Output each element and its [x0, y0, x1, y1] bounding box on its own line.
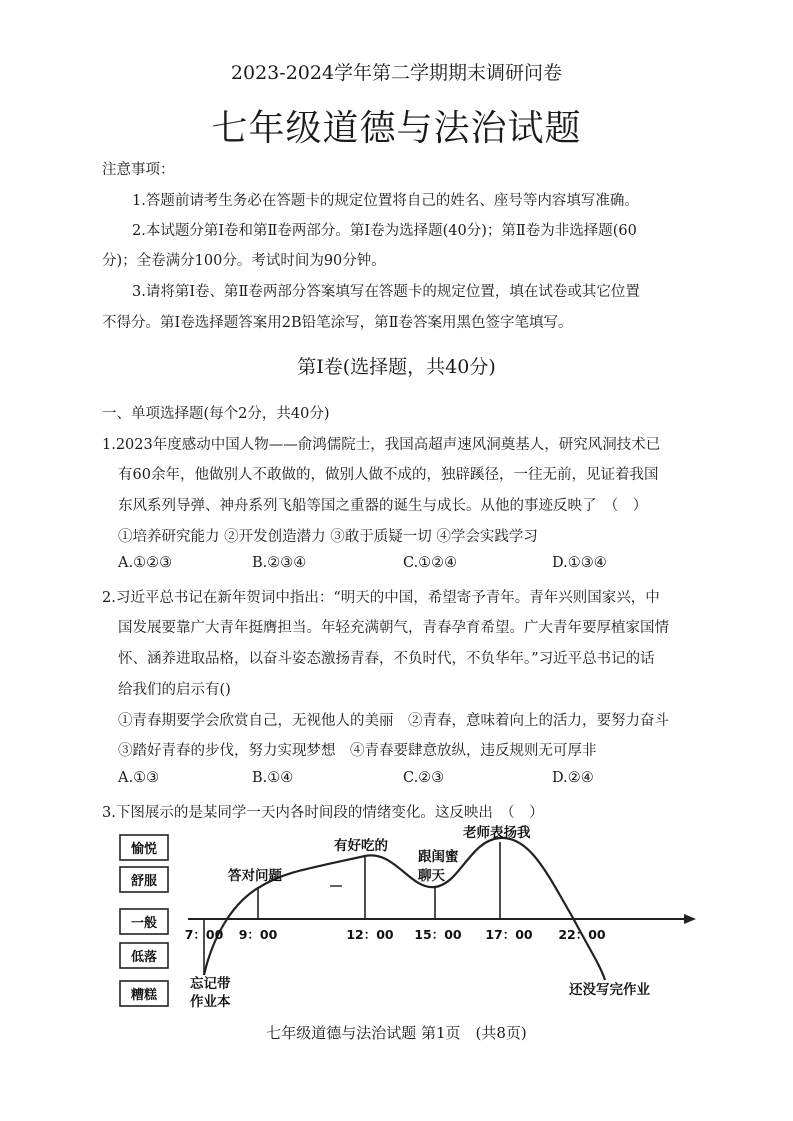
q2-option-d: D.②④: [552, 770, 594, 786]
notice-item-2-line2: 分)；全卷满分100分。考试时间为90分钟。: [102, 253, 386, 269]
notice-item-3-line1: 3.请将第Ⅰ卷、第Ⅱ卷两部分答案填写在答题卡的规定位置，填在试卷或其它位置: [132, 284, 640, 300]
x-axis-arrow: [684, 914, 696, 924]
q2-line1: 2.习近平总书记在新年贺词中指出：“明天的中国，希望寄予青年。青年兴则国家兴，中: [102, 590, 660, 606]
mood-level-3: 一般: [130, 916, 158, 931]
section-heading: 第Ⅰ卷(选择题，共40分): [297, 356, 496, 378]
q1-option-c: C.①②④: [403, 555, 458, 571]
notice-item-1: 1.答题前请考生务必在答题卡的规定位置将自己的姓名、座号等内容填写准确。: [132, 193, 639, 209]
q2-option-a: A.①③: [118, 770, 160, 786]
q1-option-a: A.①②③: [118, 555, 173, 571]
mood-level-5: 糟糕: [130, 988, 158, 1003]
annotation-forgot-homework-1: 忘记带: [190, 976, 231, 992]
exam-subtitle: 2023-2024学年第二学期期末调研问卷: [230, 62, 563, 84]
q1-line2: 有60余年，他做别人不敢做的，做别人做不成的，独辟蹊径，一往无前，见证着我国: [118, 467, 659, 483]
notice-label: 注意事项：: [102, 162, 175, 178]
q2-option-b: B.①④: [252, 770, 294, 786]
annotation-correct-answer: 答对问题: [228, 868, 282, 884]
q3-line1: 3.下图展示的是某同学一天内各时间段的情绪变化。这反映出 （ ）: [102, 805, 544, 821]
mood-level-1: 愉悦: [130, 842, 158, 857]
page-footer: 七年级道德与法治试题 第1页 (共8页): [266, 1024, 527, 1042]
q1-option-b: B.②③④: [252, 555, 307, 571]
q1-line1: 1.2023年度感动中国人物——俞鸿儒院士，我国高超声速风洞奠基人，研究风洞技术已: [102, 437, 661, 453]
time-label-12: 12：00: [346, 927, 394, 942]
annotation-chat-friend-1: 跟闺蜜: [418, 849, 459, 865]
mood-level-4: 低落: [130, 950, 158, 965]
q2-line3: 怀、涵养进取品格，以奋斗姿态激扬青春，不负时代，不负华年。”习近平总书记的话: [118, 651, 655, 667]
q2-line4: 给我们的启示有(): [118, 682, 231, 698]
annotation-forgot-homework-2: 作业本: [190, 994, 231, 1010]
q1-statements: ①培养研究能力 ②开发创造潜力 ③敢于质疑一切 ④学会实践学习: [118, 529, 538, 545]
time-label-17: 17：00: [485, 927, 533, 942]
q2-line2: 国发展要靠广大青年挺膺担当。年轻充满朝气，青春孕育希望。广大青年要厚植家国情: [118, 620, 669, 636]
mood-curve: [204, 838, 605, 980]
time-label-9: 9：00: [238, 927, 278, 942]
notice-item-3-line2: 不得分。第Ⅰ卷选择题答案用2B铅笔涂写，第Ⅱ卷答案用黑色签字笔填写。: [102, 315, 573, 331]
annotation-good-food: 有好吃的: [334, 838, 388, 854]
annotation-homework-unfinished: 还没写完作业: [569, 982, 650, 998]
q2-option-c: C.②③: [403, 770, 445, 786]
q1-option-d: D.①③④: [552, 555, 607, 571]
time-label-15: 15：00: [414, 927, 462, 942]
q2-statements-1: ①青春期要学会欣赏自己，无视他人的美丽 ②青春，意味着向上的活力，要努力奋斗: [118, 713, 669, 729]
mood-level-2: 舒服: [130, 874, 158, 889]
q1-line3: 东风系列导弹、神舟系列飞船等国之重器的诞生与成长。从他的事迹反映了 （ ）: [118, 498, 648, 514]
time-label-22: 22：00: [558, 927, 606, 942]
q2-statements-2: ③踏好青春的步伐，努力实现梦想 ④青春要肆意放纵，违反规则无可厚非: [118, 743, 597, 759]
part-label: 一、单项选择题(每个2分，共40分): [102, 406, 330, 422]
exam-title: 七年级道德与法治试题: [211, 108, 582, 149]
notice-item-2-line1: 2.本试题分第Ⅰ卷和第Ⅱ卷两部分。第Ⅰ卷为选择题(40分)；第Ⅱ卷为非选择题(60: [132, 223, 637, 239]
annotation-teacher-praise: 老师表扬我: [463, 825, 531, 841]
time-label-7: 7：00: [184, 927, 224, 942]
annotation-chat-friend-2: 聊天: [418, 868, 445, 884]
